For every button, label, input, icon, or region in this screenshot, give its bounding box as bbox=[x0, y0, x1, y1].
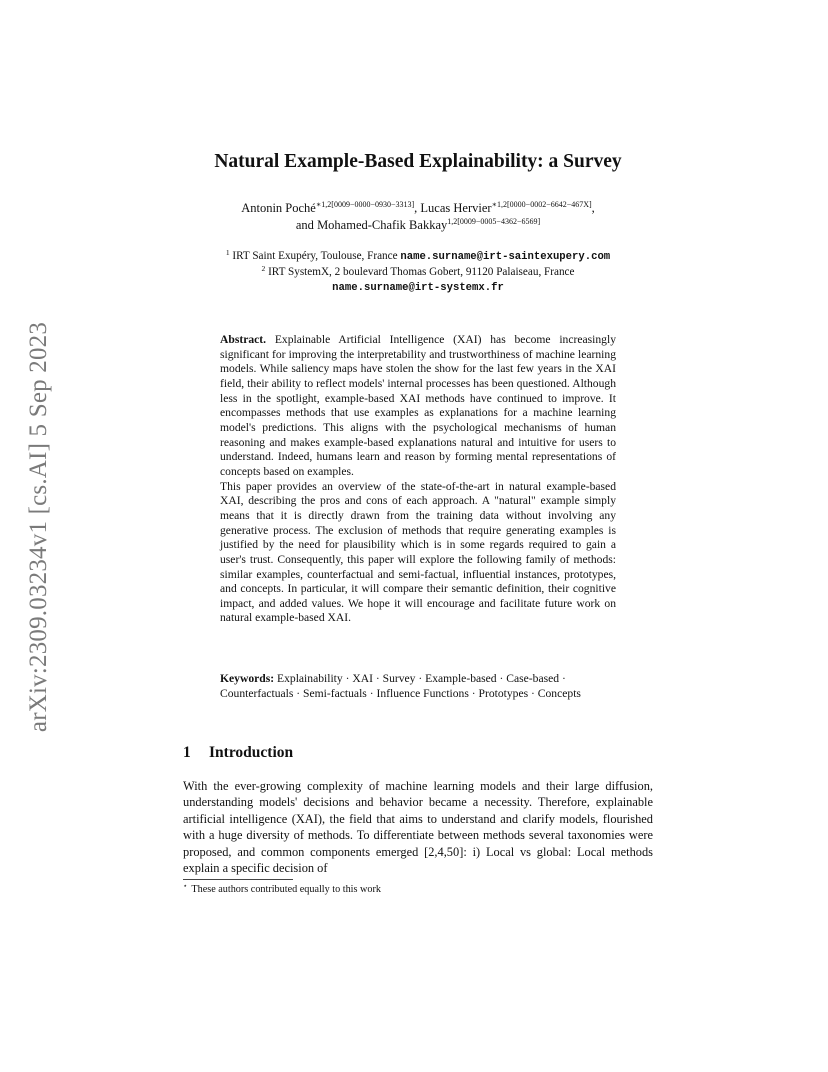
affiliation-email: name.surname@irt-systemx.fr bbox=[332, 282, 504, 294]
footnote bbox=[183, 884, 381, 895]
affiliation-email: name.surname@irt-saintexupery.com bbox=[400, 251, 611, 263]
affiliation-block bbox=[183, 249, 653, 296]
abstract-text: Explainable Artificial Intelligence (XAI) has become increasingly significant for improving the interpretability and trustworthiness of machine learning models. While saliency maps have stolen the show for the last few years in the XAI field, their ability to reflect models' internal processes has been questioned. Although less in the spotlight, example-based XAI methods have continued to improve. It encompasses methods that use examples as explanations for a machine learning model's predictions. This aligns with the psychological mechanisms of human reasoning and makes example-based explanations natural and intuitive for users to understand. Indeed, humans learn and reason by forming mental representations of concepts based on examples. bbox=[220, 333, 616, 478]
footnote-marker: ⋆ bbox=[183, 882, 188, 890]
abstract-label: Abstract. bbox=[220, 333, 267, 346]
section-title: Introduction bbox=[209, 744, 294, 761]
author-name: Antonin Poché bbox=[241, 201, 316, 215]
keywords bbox=[220, 671, 616, 701]
affiliation-number: 1 bbox=[225, 248, 230, 257]
abstract-text: This paper provides an overview of the state-of-the-art in natural example-based XAI, describing the pros and cons of each approach. A "natural" example simply means that it is directly drawn from the training data without involving any generative process. The exclusion of methods that require generating examples is justified by the need for plausibility which is in some regards required to gain a user's trust. Consequently, this paper will explore the following family of methods: similar examples, counterfactual and semi-factual, influential instances, prototypes, and concepts. In particular, it will compare their semantic definition, their cognitive impact, and added values. We hope it will encourage and facilitate future work on natural example-based XAI. bbox=[220, 479, 616, 625]
affiliation-2-email-line bbox=[183, 280, 653, 296]
arxiv-identifier bbox=[18, 300, 60, 754]
keywords-text: Explainability · XAI · Survey · Example-based · Case-based · Counterfactuals · Semi-factuals · Influence Functions · Prototypes · Concepts bbox=[220, 672, 581, 700]
affiliation-number: 2 bbox=[261, 264, 266, 273]
author-name: Mohamed-Chafik Bakkay bbox=[317, 218, 448, 232]
affiliation-text: IRT Saint Exupéry, Toulouse, France bbox=[232, 250, 398, 262]
author-name: Lucas Hervier bbox=[420, 201, 492, 215]
section-body-text: With the ever-growing complexity of machine learning models and their large diffusion, understanding models' decisions and behavior became a necessity. Therefore, explainable artificial intelligence (XAI), the field that aims to understand and clarify models, flourished with a huge diversity of methods. To differentiate between methods several taxonomies were proposed, and common components emerged [2,4,50]: i) Local vs global: Local methods explain a specific decision of bbox=[183, 779, 653, 876]
author-affiliation-marker: 1,2[0009−0005−4362−6569] bbox=[447, 217, 541, 226]
affiliation-text: IRT SystemX, 2 boulevard Thomas Gobert, 91120 Palaiseau, France bbox=[268, 266, 575, 278]
author-affiliation-marker: ∗1,2[0009−0000−0930−3313] bbox=[315, 200, 415, 209]
keywords-label: Keywords: bbox=[220, 672, 275, 685]
author-affiliation-marker: ∗1,2[0000−0002−6642−467X] bbox=[491, 200, 592, 209]
author-connector: and bbox=[295, 218, 314, 232]
footnote-divider bbox=[183, 879, 293, 880]
paper-title: Natural Example-Based Explainability: a Survey bbox=[214, 151, 622, 172]
author-line-1: Antonin Poché$^{∗1,2[0009-0000-0930-3313]}$, Lucas Hervier$^{∗1,2[0000-0002-6642-467X]}$, bbox=[241, 200, 595, 215]
section-number: 1 bbox=[183, 744, 191, 761]
affiliation-2 bbox=[183, 265, 653, 280]
affiliation-1 bbox=[183, 249, 653, 265]
abstract-paragraph-1 bbox=[220, 333, 616, 480]
abstract bbox=[220, 333, 616, 626]
arxiv-identifier-text: arXiv:2309.03234v1 [cs.AI] 5 Sep 2023 bbox=[25, 321, 52, 733]
section-heading bbox=[183, 744, 293, 762]
footnote-text: These authors contributed equally to this work bbox=[191, 884, 381, 895]
author-list bbox=[183, 200, 653, 234]
author-line-2 bbox=[183, 217, 653, 234]
abstract-paragraph-2 bbox=[220, 480, 616, 627]
